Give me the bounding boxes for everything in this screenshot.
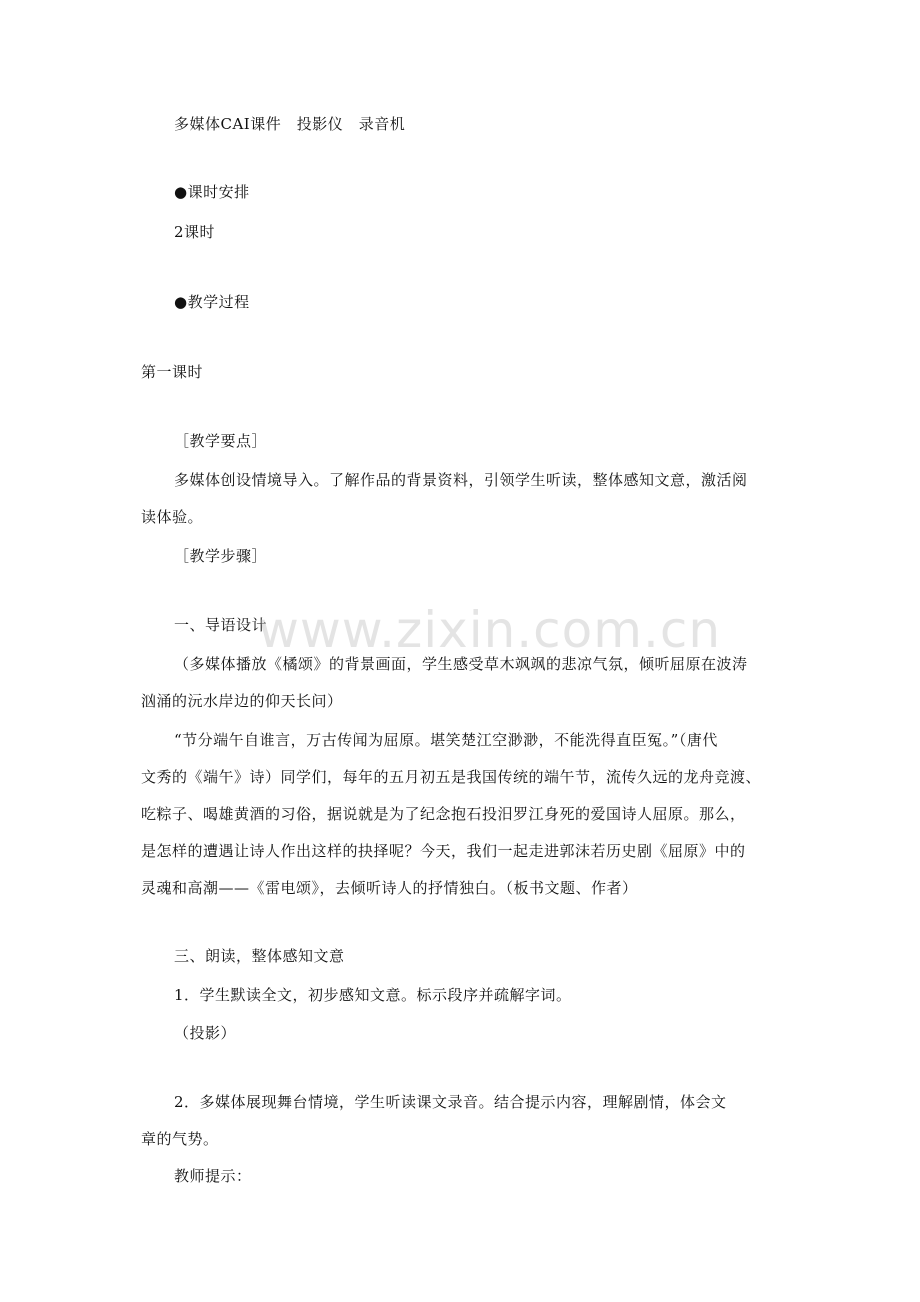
schedule-value: 2课时: [174, 223, 216, 241]
section3-item-2-line-1: 2．多媒体展现舞台情境，学生听读课文录音。结合提示内容，理解剧情，体会文: [174, 1093, 727, 1111]
section3-heading: 三、朗读，整体感知文意: [174, 947, 345, 965]
process-heading: ●教学过程: [174, 293, 250, 311]
intro-line-3: 吃粽子、喝雄黄酒的习俗，据说就是为了纪念抱石投汨罗江身死的爱国诗人屈原。那么，: [141, 805, 746, 823]
section1-note-line-1: （多媒体播放《橘颂》的背景画面，学生感受草木飒飒的悲凉气氛，倾听屈原在波涛: [174, 655, 748, 673]
section3-item-1-note: （投影）: [174, 1024, 237, 1042]
intro-line-2: 文秀的《端午》诗）同学们，每年的五月初五是我国传统的端午节，流传久远的龙舟竞渡、: [141, 768, 762, 786]
section1-note-line-2: 汹涌的沅水岸边的仰天长问）: [141, 692, 343, 710]
intro-line-5: 灵魂和高潮——《雷电颂》，去倾听诗人的抒情独白。（板书文题、作者）: [141, 879, 638, 897]
teaching-materials: 多媒体CAI课件 投影仪 录音机: [174, 115, 406, 133]
key-points-line-2: 读体验。: [141, 508, 204, 526]
key-points-line-1: 多媒体创设情境导入。了解作品的背景资料，引领学生听读，整体感知文意，激活阅: [174, 471, 748, 489]
schedule-heading: ●课时安排: [174, 183, 250, 201]
intro-line-4: 是怎样的遭遇让诗人作出这样的抉择呢？今天，我们一起走进郭沫若历史剧《屈原》中的: [141, 842, 746, 860]
watermark: www.zixin.com.cn: [258, 601, 722, 659]
steps-heading: ［教学步骤］: [174, 547, 268, 565]
section3-item-1: 1．学生默读全文，初步感知文意。标示段序并疏解字词。: [174, 986, 572, 1004]
section3-item-2-line-2: 章的气势。: [141, 1130, 219, 1148]
lesson-title: 第一课时: [141, 363, 204, 381]
key-points-heading: ［教学要点］: [174, 432, 268, 450]
intro-line-1: “节分端午自谁言，万古传闻为屈原。堪笑楚江空渺渺，不能洗得直臣冤。”（唐代: [174, 731, 718, 749]
section1-heading: 一、导语设计: [174, 616, 268, 634]
teacher-hint: 教师提示：: [174, 1167, 252, 1185]
